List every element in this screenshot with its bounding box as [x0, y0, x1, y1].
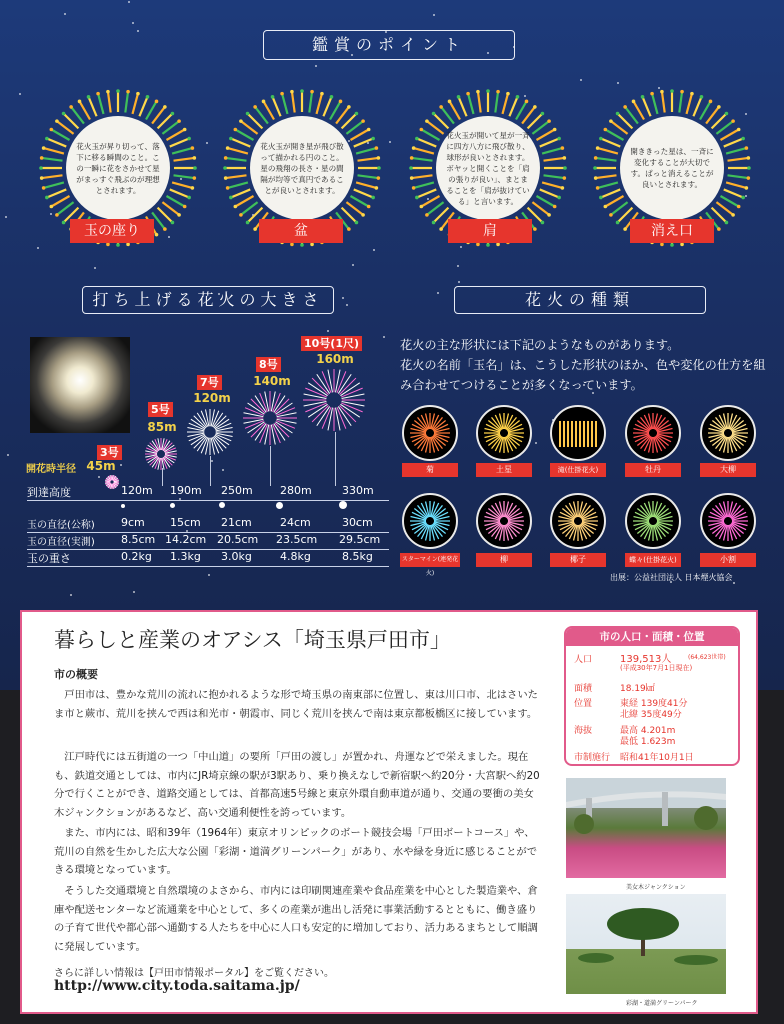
table-row-diameter-measured: 玉の直径(実測) 8.5cm 14.2cm 20.5cm 23.5cm 29.5cm — [27, 532, 389, 550]
size-label-5go: 5号 — [148, 402, 173, 417]
star — [373, 249, 375, 251]
size-label-10go: 10号(1尺) — [301, 336, 362, 351]
type-label: 蝶々(仕掛花火) — [625, 553, 681, 567]
table-row-diameter-nominal: 玉の直径(公称) 9cm 15cm 21cm 24cm 30cm — [27, 515, 389, 533]
type-label: 滝(仕掛花火) — [550, 463, 606, 477]
sizes-header: 打ち上げる花火の大きさ — [82, 286, 334, 314]
star — [94, 267, 96, 269]
kowari-icon — [700, 493, 756, 549]
dosei-icon — [476, 405, 532, 461]
star — [352, 264, 354, 266]
info-label: 面積 — [574, 684, 593, 694]
size-radius-8go: 140m — [253, 374, 291, 388]
stem-8go — [270, 446, 271, 486]
firework-photo — [30, 337, 130, 433]
size-radius-10go: 160m — [316, 352, 354, 366]
point-description: 花火玉が昇り切って、落下に移る瞬間のこと。この一瞬に花をさかせて星がまっすぐ飛ぶのが理想とされます。 — [66, 116, 170, 220]
info-header: 市の人口・面積・位置 — [566, 628, 738, 646]
source-credit: 出展：公益社団法人 日本煙火協会 — [610, 573, 733, 582]
info-value: 139,513人 — [620, 654, 672, 665]
star — [98, 476, 100, 478]
paragraph-2: 江戸時代には五街道の一つ「中山道」の要所「戸田の渡し」が置かれ、舟運などで栄えました。現在も、鉄道交通としては、市内にJR埼京線の駅が3駅あり、乗り換えなしで新宿駅へ約20分・大宮駅へ約20分で行くことができ、道路交通としては、首都高速5号線と東京外環自動車道が通り、交通の要衝の美女木ジャンクションがあるなど、高い交通利便性を誇っています。 — [54, 751, 540, 819]
type-label: 牡丹 — [625, 463, 681, 477]
size-label-7go: 7号 — [197, 375, 222, 390]
star — [580, 79, 582, 81]
park-photo — [566, 894, 726, 994]
point-label: 玉の座り — [70, 219, 154, 243]
star — [64, 13, 66, 15]
info-value-2: 北緯 35度49分 — [620, 710, 682, 720]
point-label: 盆 — [259, 219, 343, 243]
types-header: 花火の種類 — [454, 286, 706, 314]
size-radius-7go: 120m — [193, 391, 231, 405]
star — [733, 582, 735, 584]
star — [211, 460, 213, 462]
star — [389, 141, 391, 143]
star — [19, 93, 21, 95]
kiku-icon — [402, 405, 458, 461]
star — [457, 265, 459, 267]
size-label-8go: 8号 — [256, 357, 281, 372]
city-url-link[interactable]: http://www.city.toda.saitama.jp/ — [54, 978, 300, 994]
star — [222, 469, 224, 471]
city-overview-card — [20, 610, 758, 1014]
type-label: 小割 — [700, 553, 756, 567]
star — [617, 82, 619, 84]
type-label: 大柳 — [700, 463, 756, 477]
point-description: 花火玉が開き星が飛び散って描かれる円のこと。星の飛翔の長さ・星の間隔が均等で真円であることが良いとされます。 — [250, 116, 354, 220]
point-label: 肩 — [448, 219, 532, 243]
type-label: 椰子 — [550, 553, 606, 567]
info-value: 最高 4.201m — [620, 726, 676, 736]
oyanagi-icon — [700, 405, 756, 461]
star — [120, 464, 122, 466]
yanagi-icon — [476, 493, 532, 549]
info-note: (64,623世帯) — [688, 654, 726, 661]
type-label: スターマイン(連発花火) — [400, 553, 460, 567]
stem-10go — [335, 432, 336, 486]
size-radius-3go: 45m — [86, 459, 116, 473]
city-info-box — [564, 626, 740, 766]
chocho-icon — [625, 493, 681, 549]
type-label: 菊 — [402, 463, 458, 477]
info-value-2: (平成30年7月1日現在) — [620, 664, 693, 672]
paragraph-4: そうした交通環境と自然環境のよさから、市内には印刷関連産業や食品産業を中心とした製造業や、倉庫や配送センターなど流通業を中心として、多くの産業が進出し活発に事業活動するとともに、働き盛りの子育て世代や都心部へ通勤する人たちを中心に人口も安定的に増加しており、活力あるまちとして順調に発展しています。 — [54, 885, 538, 953]
firework-7go-icon — [186, 408, 236, 458]
paragraph-3: また、市内には、昭和39年（1964年）東京オリンピックのボート競技会場「戸田ボートコース」や、荒川の自然を生かした広大な公園「彩湖・道満グリーンパーク」があり、水や緑を身近に感じることができる環境となっています。 — [54, 827, 538, 876]
photo-caption: 彩湖・道満グリーンパーク — [626, 1000, 698, 1007]
info-value: 18.19㎢ — [620, 684, 655, 694]
point-label: 消え口 — [630, 219, 714, 243]
yashi-icon — [550, 493, 606, 549]
info-value-2: 最低 1.623m — [620, 737, 676, 747]
info-value: 昭和41年10月1日 — [620, 753, 694, 763]
info-label: 海抜 — [574, 726, 593, 736]
table-row-height: 到達高度 120m 190m 250m 280m 330m — [27, 483, 389, 501]
type-label: 土星 — [476, 463, 532, 477]
star — [7, 454, 9, 456]
firework-10go-icon — [302, 368, 368, 434]
junction-photo — [566, 778, 726, 878]
point-description: 開ききった星は、一斉に変化することが大切です。ぱっと消えることが良いとされます。 — [620, 116, 724, 220]
types-description: 花火の主な形状には下記のようなものがあります。 花火の名前「玉名」は、こうした形状のほか、色や変化の仕方を組み合わせてつけることが多くなっています。 — [400, 338, 766, 392]
botan-icon — [625, 405, 681, 461]
more-info-text: さらに詳しい情報は【戸田市情報ポータル】をご覧ください。 — [54, 968, 334, 979]
info-label: 位置 — [574, 699, 593, 709]
paragraph-1: 戸田市は、豊かな荒川の流れに抱かれるような形で埼玉県の南東部に位置し、東は川口市、北はさいたま市と蕨市、荒川を挟んで西は和光市・朝霞市、同じく荒川を挟んで南は東京都板橋区に接しています。 — [54, 689, 538, 720]
size-radius-5go: 85m — [147, 420, 177, 434]
info-label: 市制施行 — [574, 753, 611, 763]
star — [208, 574, 210, 576]
type-label: 柳 — [476, 553, 532, 567]
card-title: 暮らしと産業のオアシス「埼玉県戸田市」 — [54, 628, 451, 652]
card-subtitle: 市の概要 — [54, 668, 98, 681]
table-row-weight: 玉の重さ 0.2kg 1.3kg 3.0kg 4.8kg 8.5kg — [27, 549, 389, 567]
start-radius-label: 開花時半径 — [26, 464, 76, 475]
stem-7go — [210, 456, 211, 486]
photo-caption: 美女木ジャンクション — [626, 884, 686, 891]
info-label: 人口 — [574, 655, 593, 665]
point-description: 花火玉が開いて星が一斉に四方八方に飛び散り、球形が良いとされます。ボヤッと開くことを「肩の張りが良い」、まとまることを「肩が抜けている」と言います。 — [436, 116, 540, 220]
info-value: 東経 139度41分 — [620, 699, 688, 709]
star — [206, 142, 208, 144]
firework-8go-icon — [242, 390, 300, 448]
points-header: 鑑賞のポイント — [263, 30, 515, 60]
size-label-3go: 3号 — [97, 445, 122, 460]
starmine-icon — [402, 493, 458, 549]
taki-icon — [550, 405, 606, 461]
star — [346, 304, 348, 306]
